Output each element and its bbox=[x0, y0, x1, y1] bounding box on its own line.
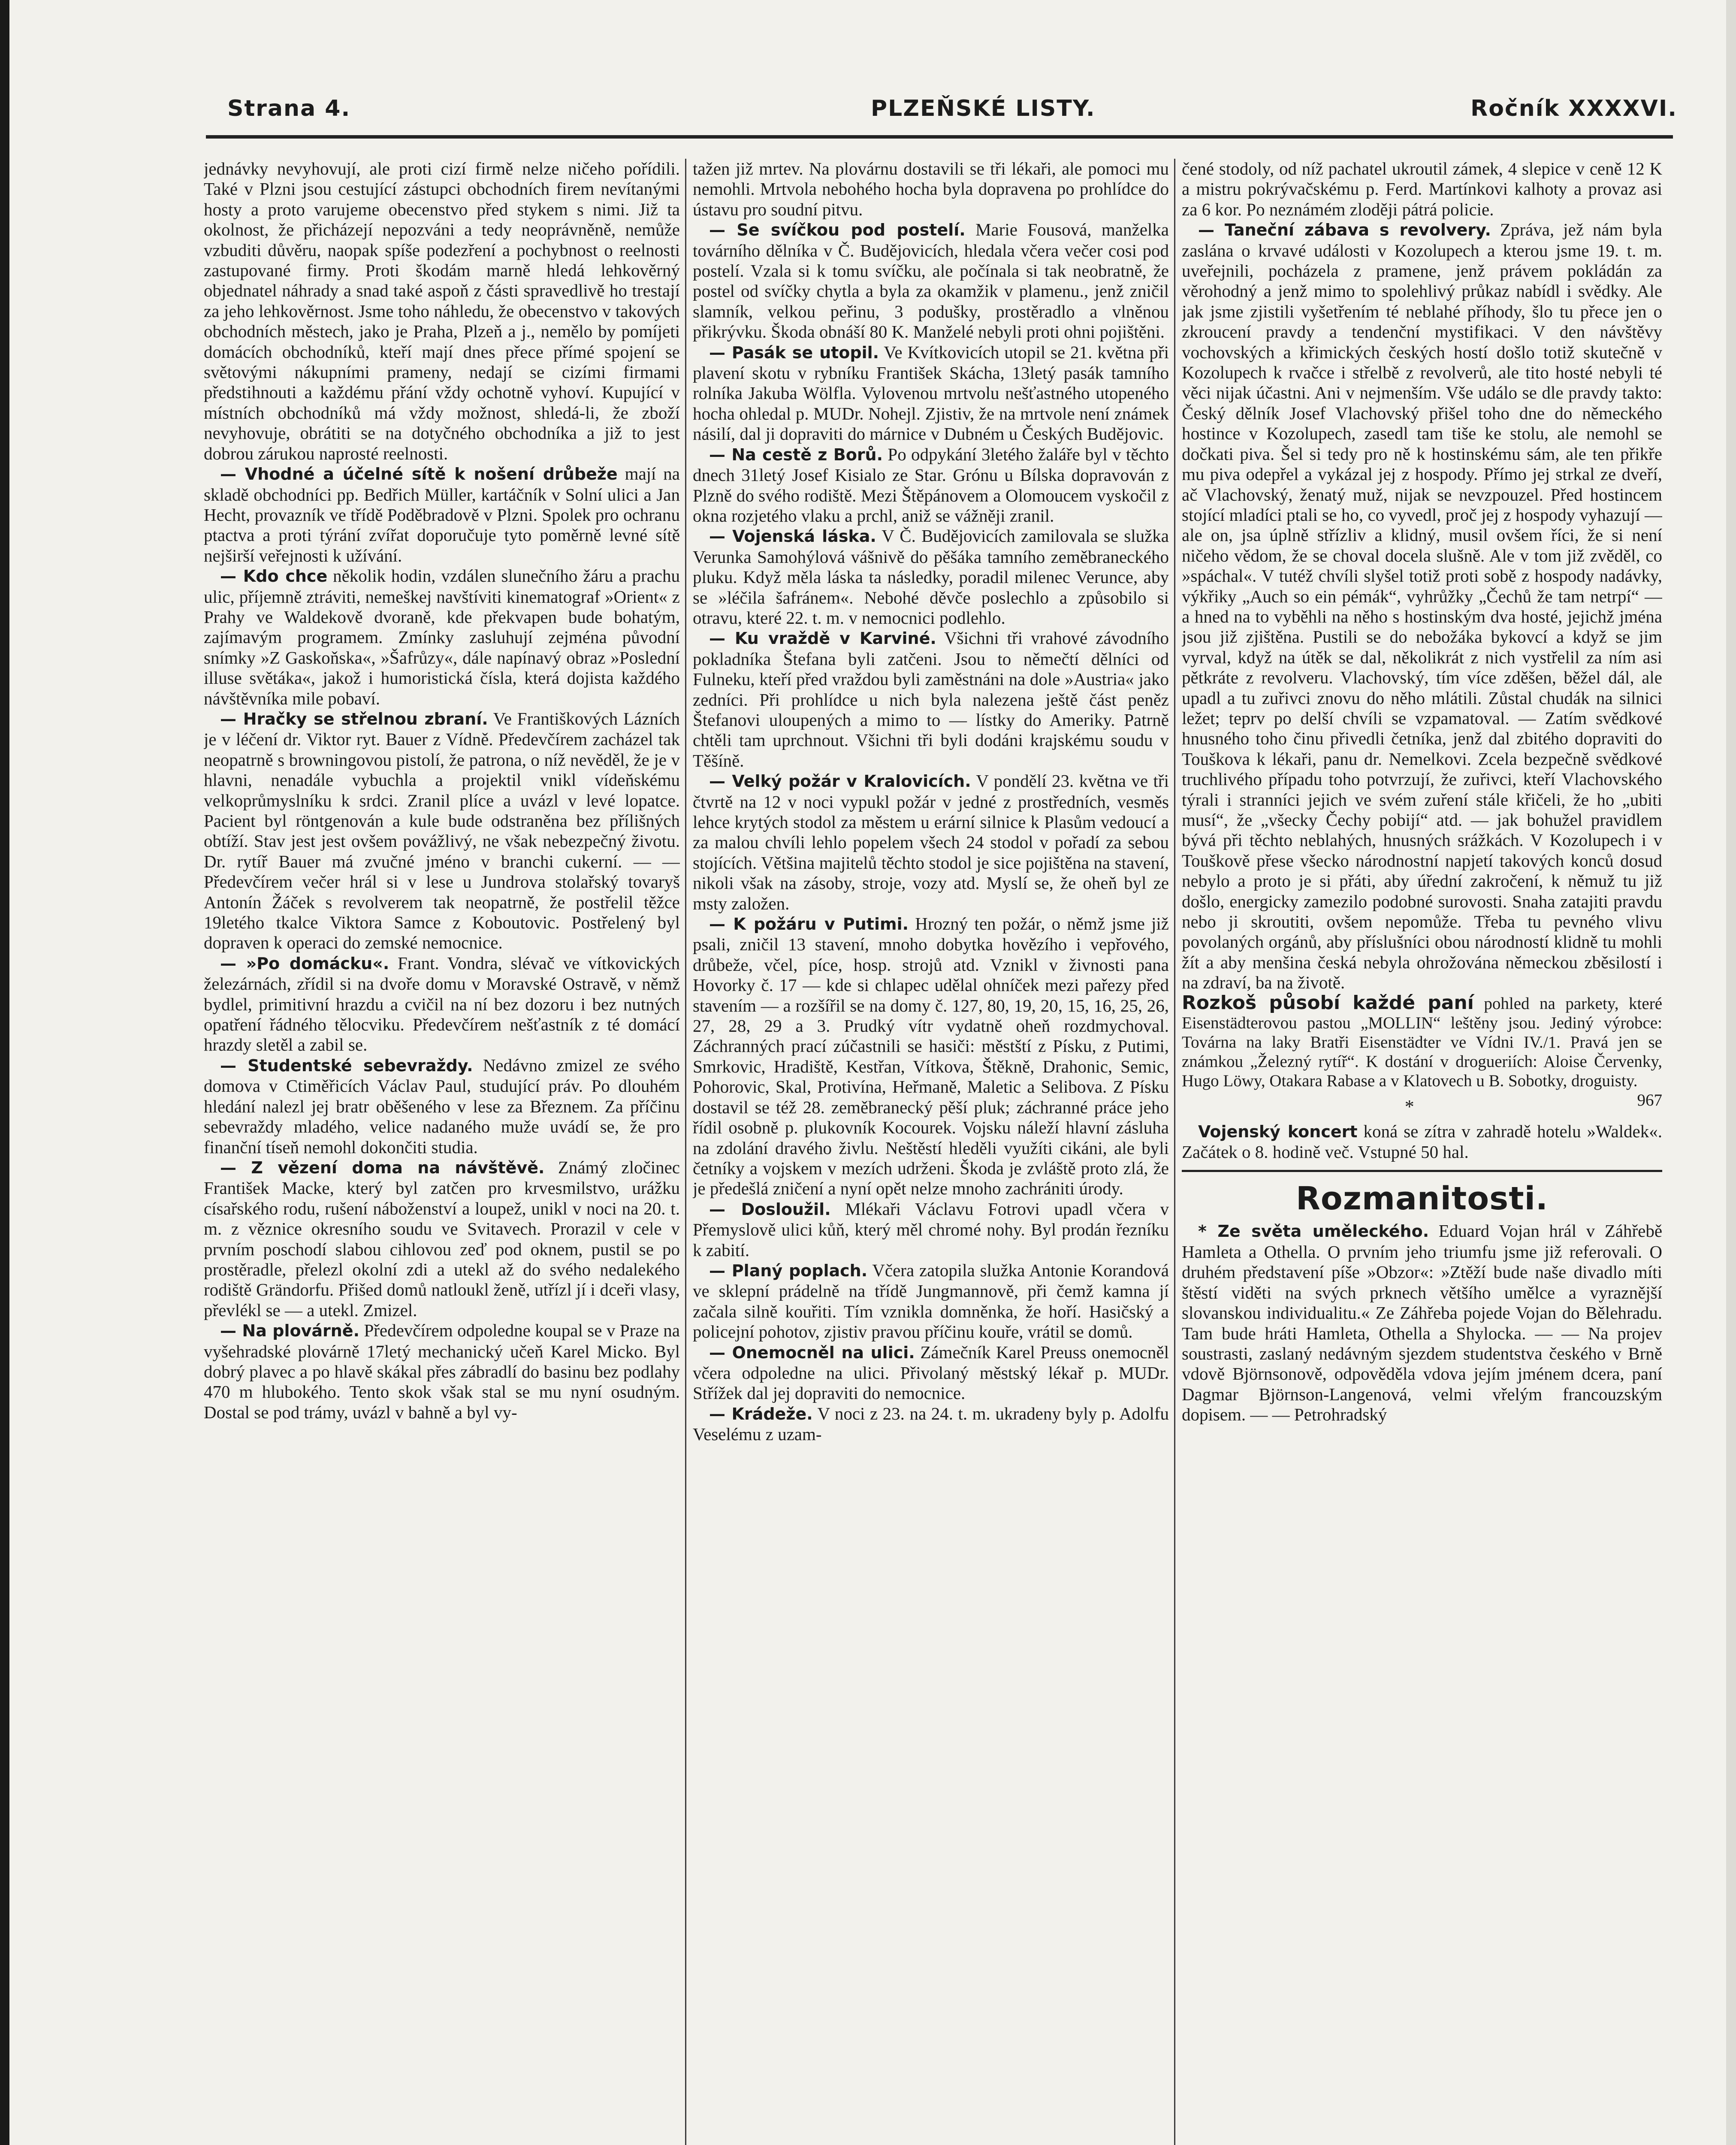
news-item-text: Všichni tři vrahové závodního pokladníka Štefana byli zatčeni. Jsou to němečtí dělníci od Fulneku, kteří před vraždou byli zaměstnáni na dole »Austria« jako zedníci. Při prohlídce u nich byla nalezena ještě část peněz Štefanovi uloupených a mimo to — lístky do Ameriky. Patrně chtěli tam uprchnout. Všichni tři byli dodáni krajskému soudu v Těšíně. bbox=[693, 628, 1169, 770]
column-divider bbox=[1174, 159, 1175, 2145]
header-rule bbox=[206, 135, 1673, 139]
advertisement-number: 967 bbox=[1637, 1091, 1662, 1109]
news-item bbox=[204, 953, 680, 1055]
news-item-text: tažen již mrtev. Na plovárnu dostavili se tři lékaři, ale pomoci mu nemohli. Mrtvola nebohého hocha byla dopravena po prohlídce do ústavu pro soudní pitvu. bbox=[693, 159, 1169, 219]
news-item-heading: — Na plovárně. bbox=[220, 1321, 360, 1341]
news-item-text: Zpráva, jež nám byla zaslána o krvavé události v Kozolupech a kterou jsme 19. t. m. uveřejnili, pocházela z pramene, jenž právem pokládán za věrohodný a jenž mimo to spolehlivý průkaz nabídl i svědky. Ale jak jsme zjistili vyšetřením té neblahé příhody, šlo tu přece jen o zkroucení pravdy a tendenční mystifikaci. V den návštěvy vochovských a křimických českých hostí došlo totiž skutečně v Kozolupech k rvačce i střelbě z revolverů, ale tito hosté nebyli té věci nijak účastni. Ani v nejmenším. Vše událo se dle pravdy takto: Český dělník Josef Vlachovský přišel toho dne do německého hostince v Kozolupech, zasedl tam tiše ke stolu, ale nemohl se dočkati piva. Šel si tedy pro ně k hostinskému sám, ale ten přikře mu piva odepřel a vykázal jej z hospody. Přímo jej strkal ze dveří, ač Vlachovský, ženatý muž, nijak se nevzpouzel. Před hostincem stojící mladíci ptali se ho, co vyvedl, proč jej z hospody vyhazují — ale on, jsa úplně střízliv a klidný, musil ovšem říci, že si není ničeho vědom, že se choval docela slušně. Ale v tom již zvěděl, co »spáchal«. V tutéž chvíli slyšel totiž proti sobě z hospody nadávky, výkřiky „Auch so ein pémák“, vyhrůžky „Čechů že tam netrpí“ — a hned na to vyběhli na něho s hostinským dva hosté, jejichž jména jsou již zjištěna. Pustili se do nebožáka bykovcí a když se jim vyrval, když na útěk se dal, několikrát z nich vystřelil za ním asi pětkráte z revolveru. Vlachovský, tím více zděšen, běžel dál, ale upadl a tu zuřivci znovu do něho mlátili. Zůstal chudák na silnici ležet; teprv po delší chvíli se vzpamatoval. — Zatím svědkové hnusného toho činu přivedli četníka, jenž dal zbitého dopraviti do Touškova k lékaři, panu dr. Nemelkovi. Zcela bezpečně svědkové truchlivého případu toho potvrzují, že zuřivci, kteří Vlachovského týrali i stranníci jejich ve svém zuření stále křičeli, že ho „ubiti musí“, že „všecky Čechy pobijí“ atd. — jak bohužel pravidlem bývá při těchto neblahých, hnusných srážkách. V Kozolupech i v Touškově přese všecko národnostní napjetí takových konců dosud nebylo a proto je si přáti, aby úřední zakročení, k němuž tu již došlo, energicky zamezilo podobné surovosti. Snaha zatajiti pravdu nebo ji skroutiti, ovšem nepomůže. Třeba tu pevného vlivu povolaných orgánů, aby příslušníci obou národností klidně tu mohli žít a aby menšina česká nebyla ohrožována německou zběsilostí i na zdraví, ba na životě. bbox=[1182, 220, 1662, 993]
news-item bbox=[204, 566, 680, 709]
scan-left-edge bbox=[0, 0, 9, 2145]
news-item-continued bbox=[204, 159, 680, 464]
news-item-heading: — Vhodné a účelné sítě k nošení drůbeže bbox=[220, 465, 618, 484]
news-item-text: Hrozný ten požár, o němž jsme již psali, zničil 13 stavení, mnoho dobytka hovězího i vepřového, drůbeže, včel, píce, hosp. strojů atd. Vznikl v živnosti pana Hovorky č. 17 — kde si chlapec udělal ohníček mezi pařezy před stavením — a rozšířil se na domy č. 127, 80, 19, 20, 15, 16, 25, 26, 27, 28, 29 a 3. Prudký vítr vydatně oheň rozdmychoval. Záchranných prací zúčastnili se hasiči: městští z Písku, z Putimi, Smrkovic, Hradiště, Kestřan, Vítkova, Štěkně, Drahonic, Semic, Pohorovic, Skal, Protivína, Heřmaně, Maletic a Selibova. Z Písku dostavil se též 28. zeměbranecký pěší pluk; záchranné práce jeho řídil osobně p. plukovník Kocourek. Vojsku náleží hlavní zásluha na zdolání dravého živlu. Neštěstí hleděli využíti cikáni, ale byli četníky a vojskem v mezích udrženi. Škoda je zvláště proto zlá, že je předešlá zničení a nyní opět nelze mnoho zachrániti úrody. bbox=[693, 914, 1169, 1199]
section-separator: * bbox=[1404, 1096, 1414, 1117]
advertisement-text: pohled na parkety, které Eisenstädterovou pastou „MOLLIN“ leštěny jsou. Jediný výrobce: Továrna na laky Bratři Eisenstädter ve Vídni IV./1. Pravá jen se známkou „Železný rytíř“. K dostání v drogueriích: Aloise Červenky, Hugo Löwy, Otakara Rabase a v Klatovech u B. Sobotky, droguisty. bbox=[1182, 994, 1662, 1090]
news-item-heading: — Pasák se utopil. bbox=[709, 343, 879, 362]
news-item-text: Ve Kvítkovicích utopil se 21. května při plavení skotu v rybníku František Skácha, 13letý pasák tamního rolníka Jakuba Wölfla. Vylovenou mrtvolu nešťastného utopeného hocha ohledal p. MUDr. Nohejl. Zjistiv, že na mrtvole není známek násilí, dal ji dopraviti do márnice v Dubném u Českých Budějovic. bbox=[693, 342, 1169, 444]
news-item-heading: — Ku vraždě v Karviné. bbox=[709, 629, 936, 648]
advertisement-headline: Rozkoš působí každé paní bbox=[1182, 991, 1474, 1014]
news-item bbox=[1182, 220, 1662, 993]
news-item-heading: — Studentské sebevraždy. bbox=[220, 1056, 473, 1075]
news-item bbox=[693, 342, 1169, 444]
section-rule bbox=[1182, 1170, 1662, 1172]
news-item-heading: — Taneční zábava s revolvery. bbox=[1198, 221, 1491, 240]
news-item-text: Známý zločinec František Macke, který byl zatčen pro krvesmilstvo, urážku císařského rodu, rušení náboženství a loupež, unikl v noci na 20. t. m. z věznice okresního soudu ve Svitavech. Prorazil v cele v prvním poschodí slabou cihlovou zeď pod oknem, pustil se po prostěradle, přelezl okolní zdi a utekl až do svého nedalekého rodiště Grändorfu. Přišed domů natloukl ženě, utřízl jí i dceři vlasy, převlékl se — a utekl. Zmizel. bbox=[204, 1157, 680, 1320]
column-divider bbox=[685, 159, 686, 2145]
news-item bbox=[693, 1199, 1169, 1260]
news-item-heading: — Kdo chce bbox=[220, 567, 328, 586]
news-item-text: Eduard Vojan hrál v Záhřebě Hamleta a Othella. O prvním jeho triumfu jsme již referovali. O druhém představení píše »Obzor«: »Ztěží bude naše divadlo míti štěstí viděti na svých prknech většího umělce a vyraznější slovanskou individualitu.« Ze Záhřeba pojede Vojan do Bělehradu. Tam bude hráti Hamleta, Othella a Shylocka. — — Na projev soustrasti, zaslaný nedávným sjezdem studentstva českého v Brně vdově Björnsonově, odpověděla vdova jejím jménem dcera, paní Dagmar Björnson-Langenová, velmi vřelým francouzským dopisem. — — Petrohradský bbox=[1182, 1221, 1662, 1425]
news-item-text: Mlékaři Václavu Fotrovi upadl včera v Přemyslově ulici kůň, který měl chromé nohy. Byl prodán řezníku k zabití. bbox=[693, 1199, 1169, 1260]
news-item-heading: — Velký požár v Kralovicích. bbox=[709, 772, 971, 791]
news-item bbox=[693, 220, 1169, 342]
news-item-text: Včera zatopila služka Antonie Korandová ve sklepní prádelně na třídě Jungmannově, při čemž kamna jí začala silně kouřiti. Tím vznikla domněnka, že hoří. Hasičský a policejní pohotov, zjistiv pravou příčinu kouře, vrátil se domů. bbox=[693, 1260, 1169, 1342]
news-item bbox=[204, 1157, 680, 1320]
news-item-heading: — Dosloužil. bbox=[709, 1199, 831, 1219]
news-item-text: Marie Fousová, manželka továrního dělníka v Č. Budějovicích, hledala včera večer cosi pod postelí. Vzala si k tomu svíčku, ale počínala si tak neobratně, že postel od svíčky chytla a byla za okamžik v plamenu., jenž zničil slamník, velkou peřinu, 3 podušky, prostěradlo a vlněnou přikrývku. Škoda obnáší 80 K. Manželé nebyli proti ohni pojištěni. bbox=[693, 220, 1169, 342]
news-item-text: Frant. Vondra, slévač ve vítkovických železárnách, zřídil si na dvoře domu v Moravské Ostravě, v němž bydlel, primitivní hrazdu a cvičil na ní bez dozoru i bez nutných opatření řádného tělocviku. Předevčírem nešťastník z té domácí hrazdy sletěl a zabil se. bbox=[204, 953, 680, 1055]
column-2 bbox=[693, 159, 1169, 2145]
page-header bbox=[227, 92, 1677, 139]
news-item-text: Nedávno zmizel ze svého domova v Ctiměřicích Václav Paul, studující práv. Po dlouhém hledání nalezl jej bratr oběšeného v lese za Březnem. Za příčinu sebevraždy mladého, velice nadaného muže uvádí se, že pro finanční tíseň nemohl dokončiti studia. bbox=[204, 1055, 680, 1157]
newspaper-title: PLZEŇSKÉ LISTY. bbox=[871, 96, 1096, 121]
news-item bbox=[204, 1320, 680, 1423]
news-item-heading: * Ze světa uměleckého. bbox=[1198, 1222, 1429, 1241]
news-item bbox=[1182, 1221, 1662, 1425]
news-item-heading: — Onemocněl na ulici. bbox=[709, 1343, 915, 1362]
news-item-text: několik hodin, vzdálen slunečního žáru a prachu ulic, příjemně ztráviti, nemeškej navštíviti kinematograf »Orient« z Prahy ve Waldekově dvoraně, kde překvapen bude bohatým, zajímavým programem. Zmínky zasluhují zejména původní snímky »Z Gaskoňska«, »Šafrůzy«, dále napínavý obraz »Poslední illuse světáka«, jakož i humoristická čísla, která dojista každého návštěvníka mile pobaví. bbox=[204, 566, 680, 708]
news-item-heading: — Planý poplach. bbox=[709, 1261, 868, 1280]
news-item-text: koná se zítra v zahradě hotelu »Waldek«. Začátek o 8. hodině več. Vstupné 50 hal. bbox=[1182, 1121, 1662, 1162]
column-3 bbox=[1182, 159, 1662, 2145]
news-item bbox=[204, 1055, 680, 1157]
news-item bbox=[693, 1404, 1169, 1445]
news-item-heading: Vojenský koncert bbox=[1198, 1122, 1358, 1141]
news-item-text: mají na skladě obchodníci pp. Bedřich Müller, kartáčník v Solní ulici a Jan Hecht, provazník ve třídě Poděbradově v Plzni. Spolek pro ochranu ptactva a proti týrání zvířat doporučuje tyto poměrně levné sítě nejširší veřejnosti k užívání. bbox=[204, 464, 680, 565]
news-item-heading: — »Po domácku«. bbox=[220, 954, 389, 973]
news-item-heading: — Z vězení doma na návštěvě. bbox=[220, 1158, 545, 1177]
news-item-continued bbox=[693, 159, 1169, 220]
news-item bbox=[693, 914, 1169, 1199]
news-item bbox=[204, 464, 680, 566]
news-item-text: Předevčírem odpoledne koupal se v Praze na vyšehradské plovárně 17letý mechanický učeň Karel Micko. Byl dobrý plavec a po hlavě skákal přes zábradlí do basinu bez podlahy 470 m hlubokého. Tento skok však stal se mu nyní osudným. Dostal se pod trámy, uvázl v bahně a byl vy- bbox=[204, 1320, 680, 1422]
news-item-continued bbox=[1182, 159, 1662, 220]
news-item bbox=[693, 628, 1169, 771]
scan-right-edge bbox=[1726, 0, 1736, 2145]
news-item-heading: — Se svíčkou pod postelí. bbox=[709, 221, 966, 240]
news-item-text: čené stodoly, od níž pachatel ukroutil zámek, 4 slepice v ceně 12 K a mistru pokrývačskému p. Ferd. Martínkovi kalhoty a provaz asi za 6 kor. Po neznámém zloději pátrá policie. bbox=[1182, 159, 1662, 219]
news-item-text: Po odpykání 3letého žaláře byl v těchto dnech 31letý Josef Kisialo ze Star. Grónu u Bílska dopravován z Plzně do svého rodiště. Mezi Štěpánovem a Olomoucem vyskočil z okna rozjetého vlaku a prchl, aniž se vážněji zranil. bbox=[693, 444, 1169, 526]
news-item-heading: — Vojenská láska. bbox=[709, 527, 876, 546]
column-1 bbox=[204, 159, 680, 2145]
news-item-heading: — Krádeže. bbox=[709, 1404, 813, 1423]
page-number: Strana 4. bbox=[227, 96, 351, 121]
news-item-heading: — Hračky se střelnou zbraní. bbox=[220, 709, 488, 728]
news-item bbox=[693, 1342, 1169, 1404]
news-item-text: jednávky nevyhovují, ale proti cizí firmě nelze ničeho pořídili. Také v Plzni jsou cestující zástupci obchodních firem nevítanými hosty a proto varujeme obecenstvo před stykem s nimi. Již ta okolnost, že přicházejí nepozváni a tedy neoprávněně, nemůže vzbuditi důvěru, naopak spíše podezření a pochybnost o reelnosti zastupované firmy. Proti škodám marně hledá lehkověrný objednatel náhrady a snad také aspoň z části spravedlivě ho trestají za jeho lehkověrnost. Jsme toho náhledu, že obecenstvo v takových obchodních městech, jako je Praha, Plzeň a j., nemělo by pomíjeti domácích obchodníků, kteří mají dnes přece přímé spojení se světovými nákupními prameny, nedají se cizími firmami předstihnouti a každému přání vždy ochotně vyhoví. Kupující v místních obchodníků má vždy možnost, shledá-li, že zboží nevyhovuje, obrátiti se na dotyčného obchodníka a již to jest dobrou zárukou naprosté reelnosti. bbox=[204, 159, 680, 463]
news-item-text: V noci z 23. na 24. t. m. ukradeny byly p. Adolfu Veselému z uzam- bbox=[693, 1403, 1169, 1444]
news-item-text: Zámečník Karel Preuss onemocněl včera odpoledne na ulici. Přivolaný městský lékař p. MUDr. Střížek dal jej dopraviti do nemocnice. bbox=[693, 1342, 1169, 1403]
news-item bbox=[204, 709, 680, 953]
news-item bbox=[693, 526, 1169, 628]
news-item bbox=[1182, 1121, 1662, 1163]
news-item bbox=[693, 444, 1169, 526]
news-item bbox=[693, 771, 1169, 914]
advertisement bbox=[1182, 991, 1662, 1109]
volume-number: Ročník XXXXVI. bbox=[1470, 96, 1677, 121]
news-item-text: V pondělí 23. května ve tři čtvrtě na 12 v noci vypukl požár v jedné z prostředních, vesměs lehce krytých stodol za městem u erární silnice k Plasům vedoucí a za malou chvíli lehlo popelem všech 24 stodol v pořadí za sebou stojících. Většina majitelů těchto stodol je sice pojištěna na stavení, nikoli však na zásoby, stroje, vozy atd. Myslí se, že oheň byl ze msty založen. bbox=[693, 771, 1169, 913]
news-item-heading: — Na cestě z Borů. bbox=[709, 445, 883, 464]
news-item-text: Ve Františkových Lázních je v léčení dr. Viktor ryt. Bauer z Vídně. Předevčírem zacházel tak neopatrně s browningovou pistolí, že patrona, o níž nevěděl, že je v hlavni, nenadále vybuchla a projektil vnikl vídeňskému velkoprůmyslníku k srdci. Zranil plíce a uvázl v levé lopatce. Pacient byl röntgenován a kule bude odstraněna bez přílišných obtíží. Stav jest jest ovšem povážlivý, ne však nebezpečný životu. Dr. rytíř Bauer má zvučné jméno v branchi cukerní. — — Předevčírem večer hrál si v lese u Jundrova stolařský tovaryš Antonín Žáček s revolverem tak neopatrně, že postřelil těžce 19letého tkalce Viktora Samce z Koboutovic. Postřelený byl dopraven k operaci do zemské nemocnice. bbox=[204, 708, 680, 953]
news-item-text: V Č. Budějovicích zamilovala se služka Verunka Samohýlová vášnivě do pěšáka tamního zeměbraneckého pluku. Když měla láska ta následky, poradil milenec Verunce, aby se »léčila šafránem«. Nebohé děvče poslechlo a způsobilo si otravu, které 22. t. m. v nemocnici podlehlo. bbox=[693, 526, 1169, 628]
section-title: Rozmanitosti. bbox=[1295, 1180, 1549, 1218]
news-item-heading: — K požáru v Putimi. bbox=[709, 915, 909, 934]
news-item bbox=[693, 1260, 1169, 1342]
